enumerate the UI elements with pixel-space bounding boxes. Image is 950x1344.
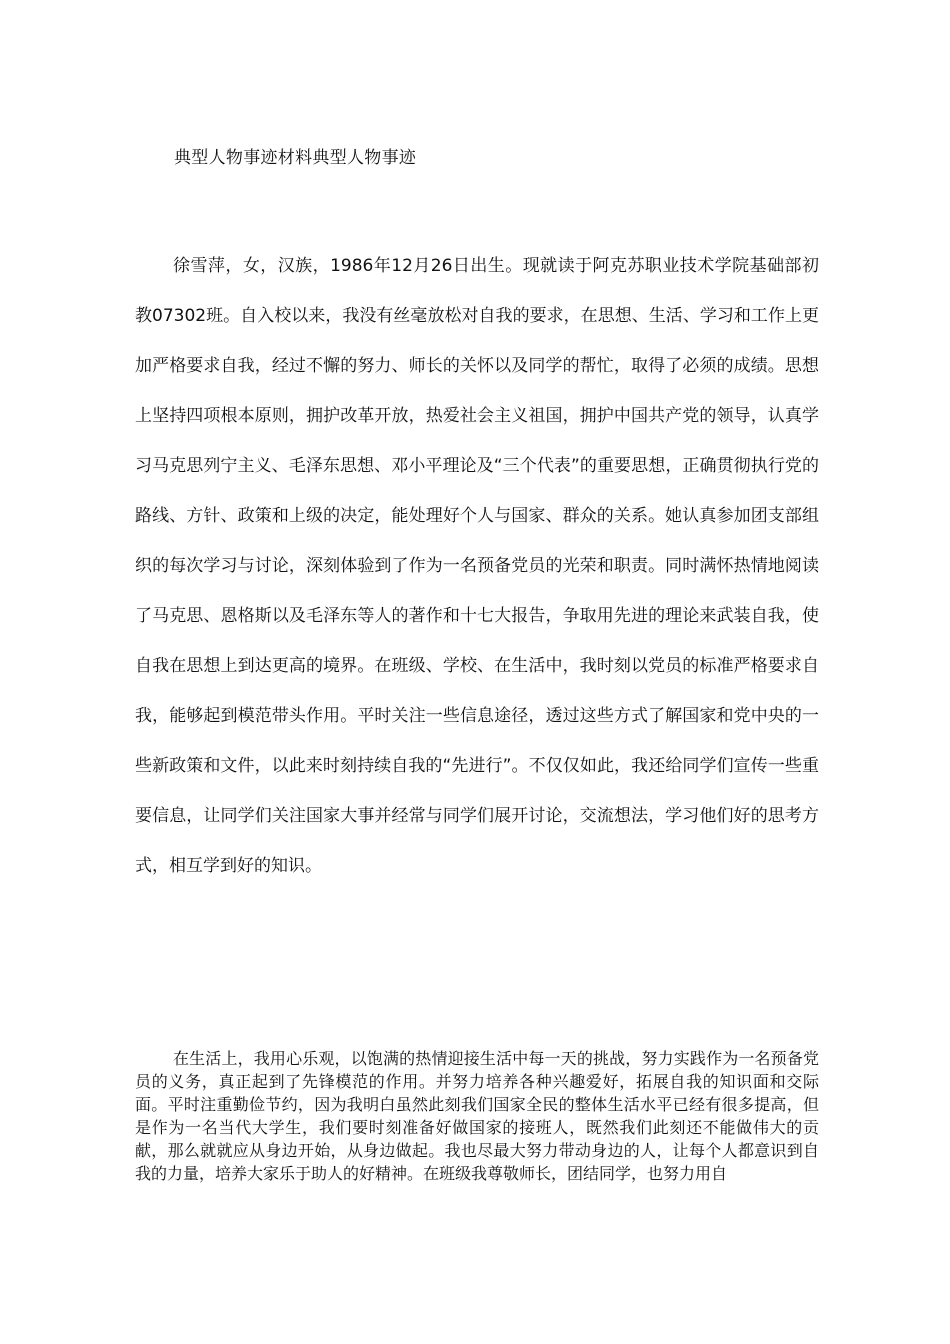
paragraph-profile: 徐雪萍，女，汉族，1986年12月26日出生。现就读于阿克苏职业技术学院基础部初教07302班。自入校以来，我没有丝毫放松对自我的要求，在思想、生活、学习和工作上更加严格要求自我，经过不懈的努力、师长的关怀以及同学的帮忙，取得了必须的成绩。思想上坚持四项根本原则，拥护改革开放，热爱社会主义祖国，拥护中国共产党的领导，认真学习马克思列宁主义、毛泽东思想、邓小平理论及“三个代表”的重要思想，正确贯彻执行党的路线、方针、政策和上级的决定，能处理好个人与国家、群众的关系。她认真参加团支部组织的每次学习与讨论，深刻体验到了作为一名预备党员的光荣和职责。同时满怀热情地阅读了马克思、恩格斯以及毛泽东等人的著作和十七大报告，争取用先进的理论来武装自我，使自我在思想上到达更高的境界。在班级、学校、在生活中，我时刻以党员的标准严格要求自我，能够起到模范带头作用。平时关注一些信息途径，透过这些方式了解国家和党中央的一些新政策和文件，以此来时刻持续自我的“先进行”。不仅仅如此，我还给同学们宣传一些重要信息，让同学们关注国家大事并经常与同学们展开讨论，交流想法，学习他们好的思考方式，相互学到好的知识。 [135,256,819,876]
document-title: 典型人物事迹材料典型人物事迹 [174,148,417,168]
paragraph-life: 在生活上，我用心乐观，以饱满的热情迎接生活中每一天的挑战，努力实践作为一名预备党员的义务，真正起到了先锋模范的作用。并努力培养各种兴趣爱好，拓展自我的知识面和交际面。平时注重勤俭节约，因为我明白虽然此刻我们国家全民的整体生活水平已经有很多提高，但是作为一名当代大学生，我们要时刻准备好做国家的接班人，既然我们此刻还不能做伟大的贡献，那么就就应从身边开始，从身边做起。我也尽最大努力带动身边的人，让每个人都意识到自我的力量，培养大家乐于助人的好精神。在班级我尊敬师长，团结同学，也努力用自 [135,1049,819,1183]
